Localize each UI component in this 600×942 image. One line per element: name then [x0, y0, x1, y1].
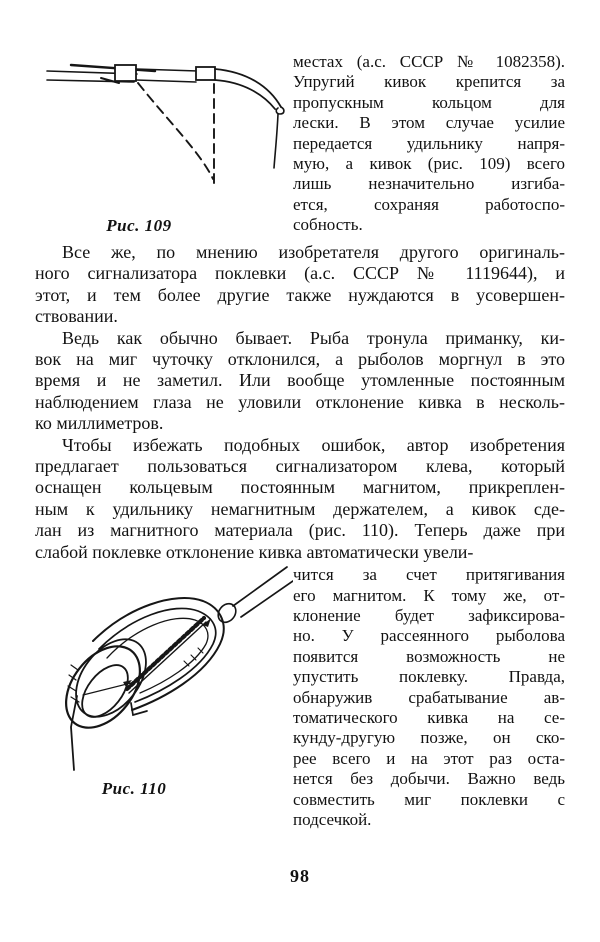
text-line: ко миллиметров.: [35, 413, 164, 434]
text-line: лишь незначительно изгиба-: [293, 174, 565, 194]
text-line: оснащен кольцевым постоянным магнитом, прикреплен-: [35, 477, 565, 498]
text-line: вок на миг чуточку отклонился, а рыболов моргнул в это: [35, 349, 565, 370]
text-line: ется, сохраняя работоспо-: [293, 194, 565, 214]
top-right-column: [293, 52, 565, 236]
bottom-right-column: [293, 565, 565, 830]
text-line: мую, а кивок (рис. 109) всего: [293, 154, 565, 174]
text-line: время и не заметил. Или вообще утомленные постоянным: [35, 370, 565, 391]
text-line: предлагает пользоваться сигнализатором клева, который: [35, 456, 565, 477]
text-line: ного сигнализатора поклевки (а.с. СССР № 1119644), и: [35, 263, 565, 284]
page-number: 98: [290, 866, 310, 887]
bottom-section: [35, 565, 565, 830]
figure-109: [35, 52, 293, 236]
figure-110-caption: Рис. 110: [101, 779, 167, 799]
figure-110: [35, 565, 293, 830]
paragraph-1: [35, 242, 565, 328]
text-line: пропускным кольцом для: [293, 92, 565, 112]
text-line: рее всего и на этот раз оста-: [293, 748, 565, 768]
text-line: упустить поклевку. Правда,: [293, 667, 565, 687]
text-line: собность.: [293, 215, 363, 235]
text-line: Упругий кивок крепится за: [293, 72, 565, 92]
text-line: томатического кивка на се-: [293, 707, 565, 727]
text-line: чится за счет притягивания: [293, 565, 565, 585]
text-line: Чтобы избежать подобных ошибок, автор изобретения: [62, 434, 565, 455]
paragraph-3: [35, 435, 565, 563]
text-line: слабой поклевке отклонение кивка автоматически увели-: [35, 541, 474, 562]
text-line: наблюдением глаза не уловили отклонение кивка в несколь-: [35, 391, 565, 412]
paragraph-2: [35, 328, 565, 435]
top-section: [35, 52, 565, 236]
text-line: Все же, по мнению изобретателя другого оригиналь-: [62, 242, 565, 262]
text-line: нется без добычи. Важно ведь: [293, 769, 565, 789]
fig-110-illustration: [35, 565, 293, 777]
text-line: его магнитом. К тому же, от-: [293, 585, 565, 605]
text-line: появится возможность не: [293, 646, 565, 666]
text-line: обнаружив срабатывание ав-: [293, 687, 565, 707]
figure-109-caption: Рис. 109: [106, 216, 172, 235]
text-line: лан из магнитного материала (рис. 110). Теперь даже при: [35, 520, 565, 541]
text-line: этот, и тем более другие также нуждаются в усовершен-: [35, 284, 565, 305]
text-line: ным к удильнику немагнитным держателем, а кивок сде-: [35, 498, 565, 519]
text-line: но. У рассеянного рыболова: [293, 626, 565, 646]
main-text-block: [35, 242, 565, 563]
text-line: подсечкой.: [293, 809, 372, 829]
text-line: Ведь как обычно бывает. Рыба тронула приманку, ки-: [62, 327, 565, 348]
text-line: передается удильнику напря-: [293, 133, 565, 153]
text-line: ствовании.: [35, 306, 118, 327]
text-line: местах (а.с. СССР № 1082358).: [293, 52, 565, 71]
text-line: лески. В этом случае усилие: [293, 113, 565, 133]
text-line: совместить миг поклевки с: [293, 789, 565, 809]
text-line: кунду-другую позже, он ско-: [293, 728, 565, 748]
text-line: клонение будет зафиксирова-: [293, 605, 565, 625]
fig-109-illustration: [35, 52, 293, 210]
